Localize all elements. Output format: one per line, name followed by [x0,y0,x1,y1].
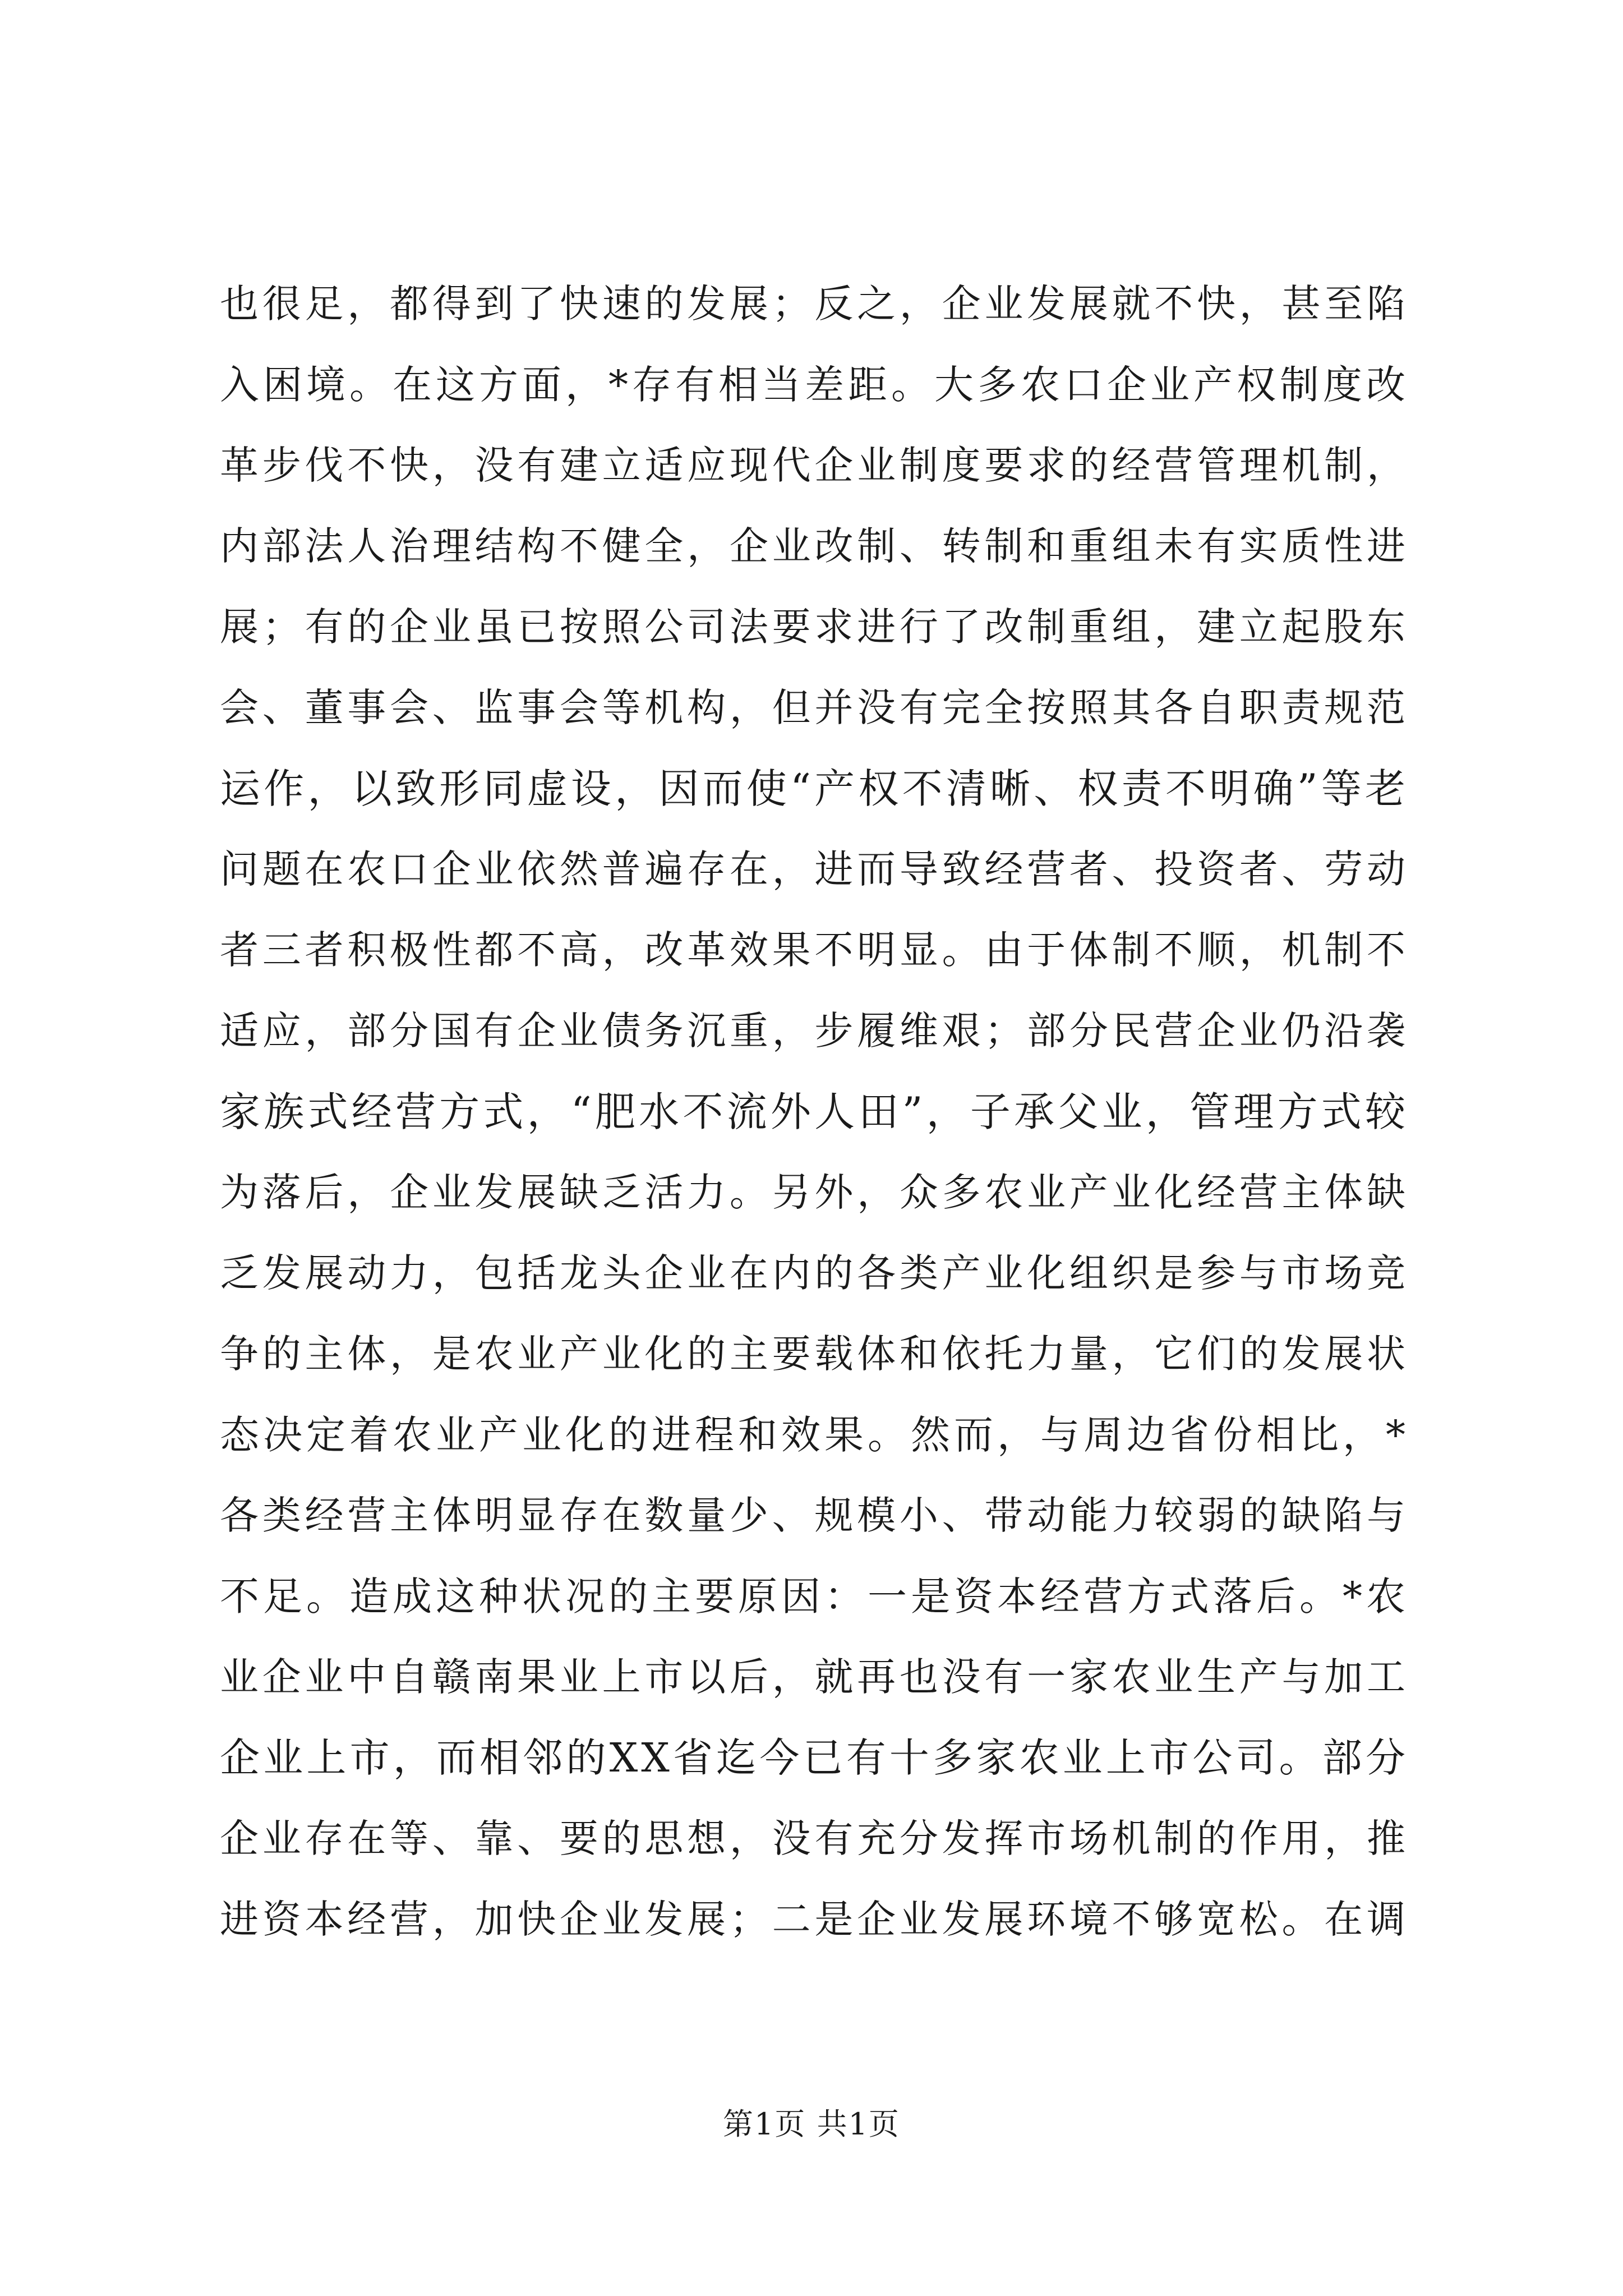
text-line: 家族式经营方式，“肥水不流外人田”，子承父业，管理方式较 [220,1088,1409,1135]
text-line: 为落后，企业发展缺乏活力。另外，众多农业产业化经营主体缺 [220,1170,1409,1215]
text-line: 者三者积极性都不高，改革效果不明显。由于体制不顺，机制不 [220,928,1409,973]
text-line: 入困境。在这方面，*存有相当差距。大多农口企业产权制度改 [220,362,1409,408]
text-line: 各类经营主体明显存在数量少、规模小、带动能力较弱的缺陷与 [220,1493,1409,1538]
page-footer [0,2105,1623,2144]
text-line: 不足。造成这种状况的主要原因：一是资本经营方式落后。*农 [220,1573,1409,1619]
text-line: 适应，部分国有企业债务沉重，步履维艰；部分民营企业仍沿袭 [220,1009,1409,1053]
text-line: 争的主体，是农业产业化的主要载体和依托力量，它们的发展状 [220,1332,1409,1377]
text-line: 问题在农口企业依然普遍存在，进而导致经营者、投资者、劳动 [220,847,1409,892]
body-text [220,264,1409,1960]
text-line: 也很足，都得到了快速的发展；反之，企业发展就不快，甚至陷 [220,282,1409,326]
text-line: 会、董事会、监事会等机构，但并没有完全按照其各自职责规范 [220,685,1409,730]
text-line: 展；有的企业虽已按照公司法要求进行了改制重组，建立起股东 [220,605,1409,650]
text-line: 革步伐不快，没有建立适应现代企业制度要求的经营管理机制， [220,443,1409,488]
text-line: 内部法人治理结构不健全，企业改制、转制和重组未有实质性进 [220,524,1409,569]
text-line: 业企业中自赣南果业上市以后，就再也没有一家农业生产与加工 [220,1655,1409,1700]
text-line: 企业上市，而相邻的XX省迄今已有十多家农业上市公司。部分 [220,1734,1409,1781]
text-line: 运作，以致形同虚设，因而使“产权不清晰、权责不明确”等老 [220,765,1409,812]
text-line: 企业存在等、靠、要的思想，没有充分发挥市场机制的作用，推 [220,1816,1409,1861]
text-line: 乏发展动力，包括龙头企业在内的各类产业化组织是参与市场竞 [220,1251,1409,1296]
text-line: 态决定着农业产业化的进程和效果。然而，与周边省份相比，* [220,1412,1409,1458]
page-number-label: 第1页 共1页 [723,2106,900,2142]
text-line: 进资本经营，加快企业发展；二是企业发展环境不够宽松。在调 [220,1897,1409,1942]
